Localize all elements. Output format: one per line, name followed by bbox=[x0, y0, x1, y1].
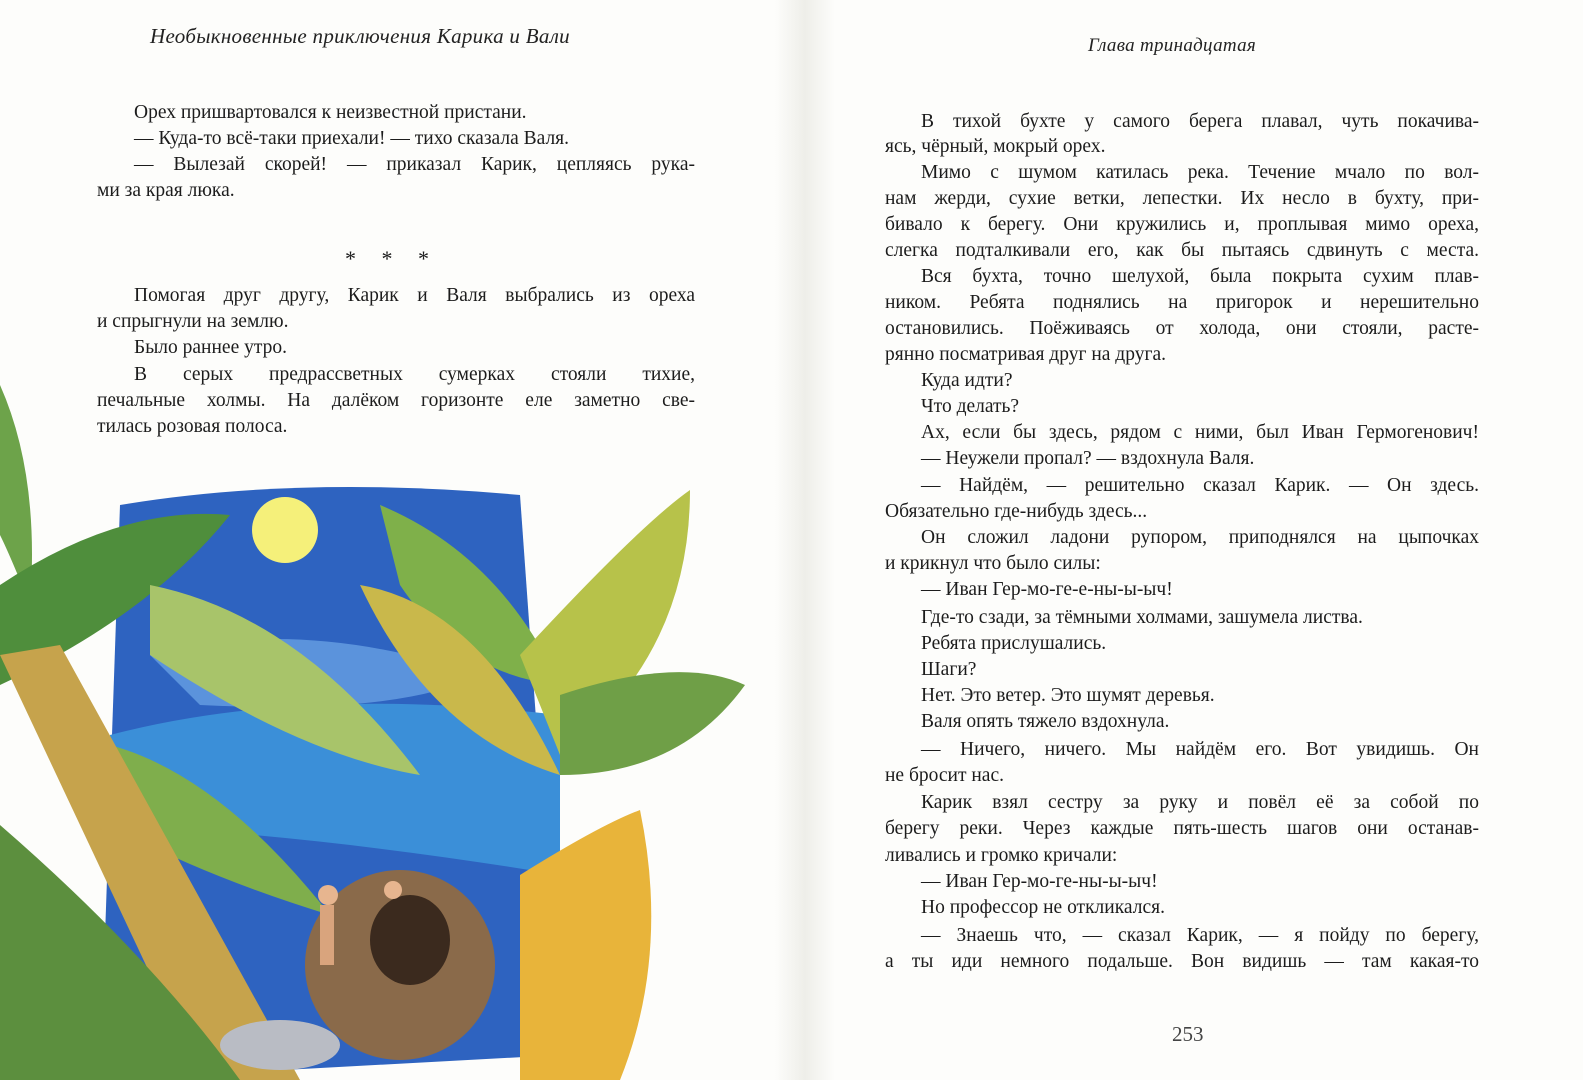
right-running-header: Глава тринадцатая bbox=[1088, 35, 1257, 56]
text-line: Что делать? bbox=[921, 396, 1020, 417]
text-line: В серых предрассветных сумерках стояли тихие, bbox=[134, 364, 695, 385]
text-line: Валя опять тяжело вздохнула. bbox=[921, 711, 1170, 732]
text-line: и крикнул что было силы: bbox=[885, 553, 1101, 574]
left-running-header: Необыкновенные приключения Карика и Вали bbox=[150, 24, 570, 48]
text-line: Ребята прислушались. bbox=[921, 633, 1107, 654]
text-line: — Куда-то всё-таки приехали! — тихо сказала Валя. bbox=[134, 128, 570, 149]
text-line: рянно посматривая друг на друга. bbox=[885, 344, 1166, 365]
text-line: Куда идти? bbox=[921, 370, 1013, 391]
text-line: — Знаешь что, — сказал Карик, — я пойду по берегу, bbox=[921, 925, 1479, 946]
text-line: — Найдём, — решительно сказал Карик. — Он здесь. bbox=[921, 475, 1479, 496]
child-figure bbox=[318, 885, 338, 905]
sun bbox=[252, 497, 318, 563]
text-line: В тихой бухте у самого берега плавал, чуть покачива- bbox=[921, 111, 1479, 132]
text-line: Мимо с шумом катилась река. Течение мчало по вол- bbox=[921, 162, 1479, 183]
text-line: ливались и громко кричали: bbox=[885, 845, 1118, 866]
text-line: Обязательно где-нибудь здесь... bbox=[885, 501, 1148, 522]
child-figure bbox=[320, 905, 334, 965]
text-line: — Ничего, ничего. Мы найдём его. Вот увидишь. Он bbox=[921, 739, 1479, 760]
nut-opening bbox=[370, 895, 450, 985]
text-line: Нет. Это ветер. Это шумят деревья. bbox=[921, 685, 1215, 706]
text-line: Где-то сзади, за тёмными холмами, зашумела листва. bbox=[921, 607, 1363, 628]
text-line: и спрыгнули на землю. bbox=[97, 311, 289, 332]
text-line: тилась розовая полоса. bbox=[97, 416, 288, 437]
leaf bbox=[560, 672, 745, 775]
text-line: Было раннее утро. bbox=[134, 337, 288, 358]
text-line: печальные холмы. На далёком горизонте еле заметно све- bbox=[97, 390, 695, 411]
text-line: Карик взял сестру за руку и повёл её за собой по bbox=[921, 792, 1479, 813]
text-line: Но профессор не откликался. bbox=[921, 897, 1165, 918]
text-line: ми за края люка. bbox=[97, 180, 235, 201]
text-line: ником. Ребята поднялись на пригорок и нерешительно bbox=[885, 292, 1479, 313]
text-line: — Неужели пропал? — вздохнула Валя. bbox=[921, 448, 1255, 469]
book-spine bbox=[775, 0, 835, 1080]
text-line: Орех пришвартовался к неизвестной пристани. bbox=[134, 102, 527, 123]
text-line: Помогая друг другу, Карик и Валя выбрались из ореха bbox=[134, 285, 695, 306]
text-line: слегка подталкивали его, как бы пытаясь сдвинуть с места. bbox=[885, 240, 1479, 261]
text-line: Ах, если бы здесь, рядом с ними, был Иван Гермогенович! bbox=[921, 422, 1479, 443]
page-number: 253 bbox=[1172, 1022, 1204, 1046]
text-line: — Иван Гер-мо-ге-ны-ы-ыч! bbox=[921, 871, 1158, 892]
text-line: Вся бухта, точно шелухой, была покрыта сухим плав- bbox=[921, 266, 1479, 287]
text-line: берегу реки. Через каждые пять-шесть шагов они останав- bbox=[885, 818, 1479, 839]
text-line: Шаги? bbox=[921, 659, 977, 680]
text-line: не бросит нас. bbox=[885, 765, 1004, 786]
illustration-nut-on-river bbox=[0, 355, 760, 1080]
text-line: ясь, чёрный, мокрый орех. bbox=[885, 136, 1106, 157]
child-figure bbox=[384, 881, 402, 899]
text-line: — Вылезай скорей! — приказал Карик, цепляясь рука- bbox=[134, 154, 695, 175]
text-line: остановились. Поёживаясь от холода, они стояли, расте- bbox=[885, 318, 1479, 339]
text-line: нам жерди, сухие ветки, лепестки. Их несло в бухту, при- bbox=[885, 188, 1479, 209]
text-line: — Иван Гер-мо-ге-е-ны-ы-ыч! bbox=[921, 579, 1173, 600]
text-line: Он сложил ладони рупором, приподнялся на цыпочках bbox=[921, 527, 1479, 548]
text-line: а ты иди немного подальше. Вон видишь — там какая-то bbox=[885, 951, 1479, 972]
section-separator: * * * bbox=[345, 246, 439, 271]
rock bbox=[220, 1020, 340, 1070]
text-line: бивало к берегу. Они кружились и, проплывая мимо ореха, bbox=[885, 214, 1479, 235]
